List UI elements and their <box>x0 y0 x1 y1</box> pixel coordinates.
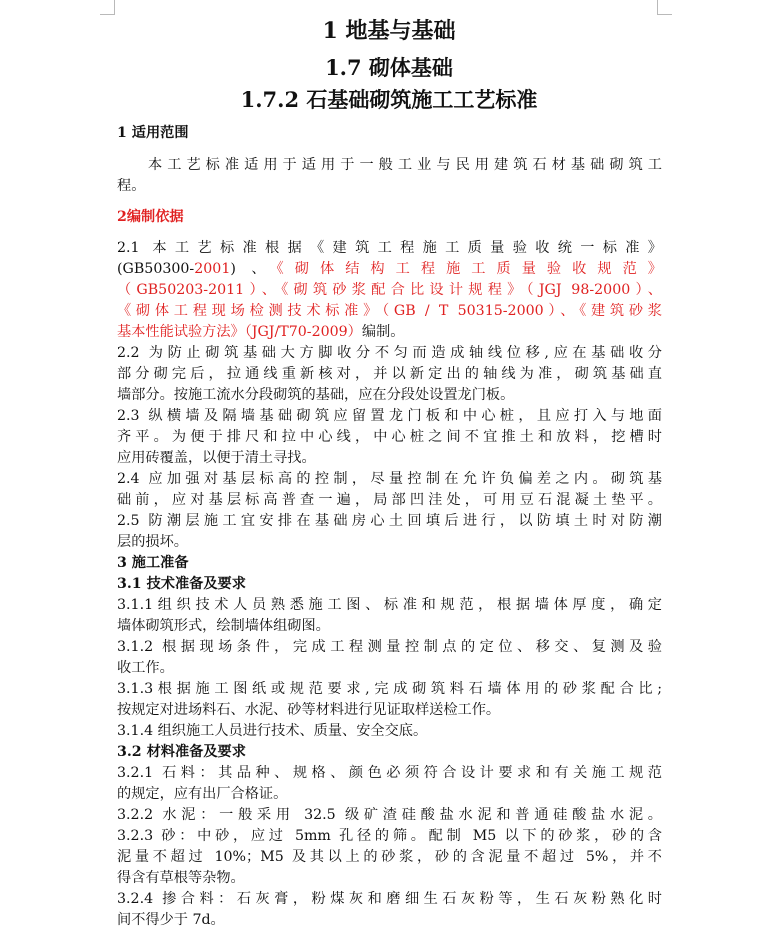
punctuation: ) 、 <box>230 261 277 277</box>
standard-ref: (GB50300- <box>117 261 195 277</box>
paragraph-line: 的规定，应有出厂合格证。 <box>117 786 288 802</box>
paragraph-line: 础前，应对基层标高普查一遍，局部凹洼处，可用豆石混凝土垫平。 <box>117 492 662 508</box>
paragraph-line: 3.2.1 石料：其品种、规格、颜色必须符合设计要求和有关施工规范 <box>117 765 662 781</box>
paragraph-line: 《砌体工程现场检测技术标准》（GB / T 50315-2000）、《建筑砂浆 <box>117 303 662 319</box>
paragraph-line: 2.3 纵横墙及隔墙基础砌筑应留置龙门板和中心桩，且应打入与地面 <box>117 408 662 424</box>
section-title-scope: 1 适用范围 <box>117 125 189 141</box>
paragraph-line: 3.1.3根据施工图纸或规范要求,完成砌筑料石墙体用的砂浆配合比; <box>117 681 662 697</box>
section-heading: 1.7 砌体基础 <box>325 55 453 80</box>
standard-year: 2001 <box>194 261 231 277</box>
paragraph-line: 2.1 本工艺标准根据《建筑工程施工质量验收统一标准》 <box>117 240 662 256</box>
paragraph-line: 墙部分。按施工流水分段砌筑的基础，应在分段处设置龙门板。 <box>117 387 515 403</box>
section-title-preparation: 3 施工准备 <box>117 555 189 571</box>
paragraph-line: 3.1.1组织技术人员熟悉施工图、标准和规范，根据墙体厚度，确定 <box>117 597 662 613</box>
paragraph-line: 本工艺标准适用于适用于一般工业与民用建筑石材基础砌筑工 <box>148 157 662 173</box>
section-title-basis: 2编制依据 <box>117 209 184 225</box>
paragraph-line: 3.1.4 组织施工人员进行技术、质量、安全交底。 <box>117 723 428 739</box>
paragraph-line: 间不得少于 7d。 <box>117 912 225 928</box>
crop-mark-top-left <box>100 0 115 15</box>
paragraph-line: 3.1.2 根据现场条件，完成工程测量控制点的定位、移交、复测及验 <box>117 639 662 655</box>
paragraph-line: 2.5 防潮层施工宜安排在基础房心土回填后进行，以防填土时对防潮 <box>117 513 662 529</box>
standard-ref: 基本性能试验方法》（JGJ/T70-2009） <box>117 324 362 340</box>
paragraph-line: 部分砌完后，拉通线重新核对，并以新定出的轴线为准，砌筑基础直 <box>117 366 662 382</box>
paragraph-line: 层的损坏。 <box>117 534 188 550</box>
paragraph-line: 按规定对进场料石、水泥、砂等材料进行见证取样送检工作。 <box>117 702 501 718</box>
paragraph-line: 收工作。 <box>117 660 174 676</box>
paragraph-line: 3.2.2 水泥：一般采用 32.5 级矿渣硅酸盐水泥和普通硅酸盐水泥。 <box>117 807 662 823</box>
paragraph-line: 得含有草根等杂物。 <box>117 870 245 886</box>
paragraph-text: 编制。 <box>361 324 405 340</box>
subsection-title-technical: 3.1 技术准备及要求 <box>117 576 246 592</box>
paragraph-line: 2.2 为防止砌筑基础大方脚收分不匀而造成轴线位移,应在基础收分 <box>117 345 662 361</box>
paragraph-line: 程。 <box>117 178 146 194</box>
subsection-heading: 1.7.2 石基础砌筑施工工艺标准 <box>240 87 538 112</box>
paragraph-line: 墙体砌筑形式，绘制墙体组砌图。 <box>117 618 330 634</box>
paragraph-line <box>117 322 662 343</box>
paragraph-line: 齐平。为便于排尺和拉中心线，中心桩之间不宜推土和放料，挖槽时 <box>117 429 662 445</box>
paragraph-line: 泥量不超过 10%；M5 及其以上的砂浆，砂的含泥量不超过 5%，并不 <box>117 849 662 865</box>
chapter-heading: 1 地基与基础 <box>322 18 456 44</box>
paragraph-line: 应用砖覆盖，以便于清土寻找。 <box>117 450 316 466</box>
subsection-title-materials: 3.2 材料准备及要求 <box>117 744 246 760</box>
paragraph-line <box>117 259 662 280</box>
paragraph-line: 3.2.3 砂：中砂，应过 5mm 孔径的筛。配制 M5 以下的砂浆，砂的含 <box>117 828 662 844</box>
paragraph-line: （GB50203-2011）、《砌筑砂浆配合比设计规程》（JGJ 98-2000）、 <box>117 282 662 298</box>
crop-mark-top-right <box>657 0 672 15</box>
standard-ref: 《砌体结构工程施工质量验收规范》 <box>276 261 662 277</box>
paragraph-line: 3.2.4 掺合料：石灰膏，粉煤灰和磨细生石灰粉等，生石灰粉熟化时 <box>117 891 662 907</box>
paragraph-line: 2.4 应加强对基层标高的控制，尽量控制在允许负偏差之内。砌筑基 <box>117 471 662 487</box>
